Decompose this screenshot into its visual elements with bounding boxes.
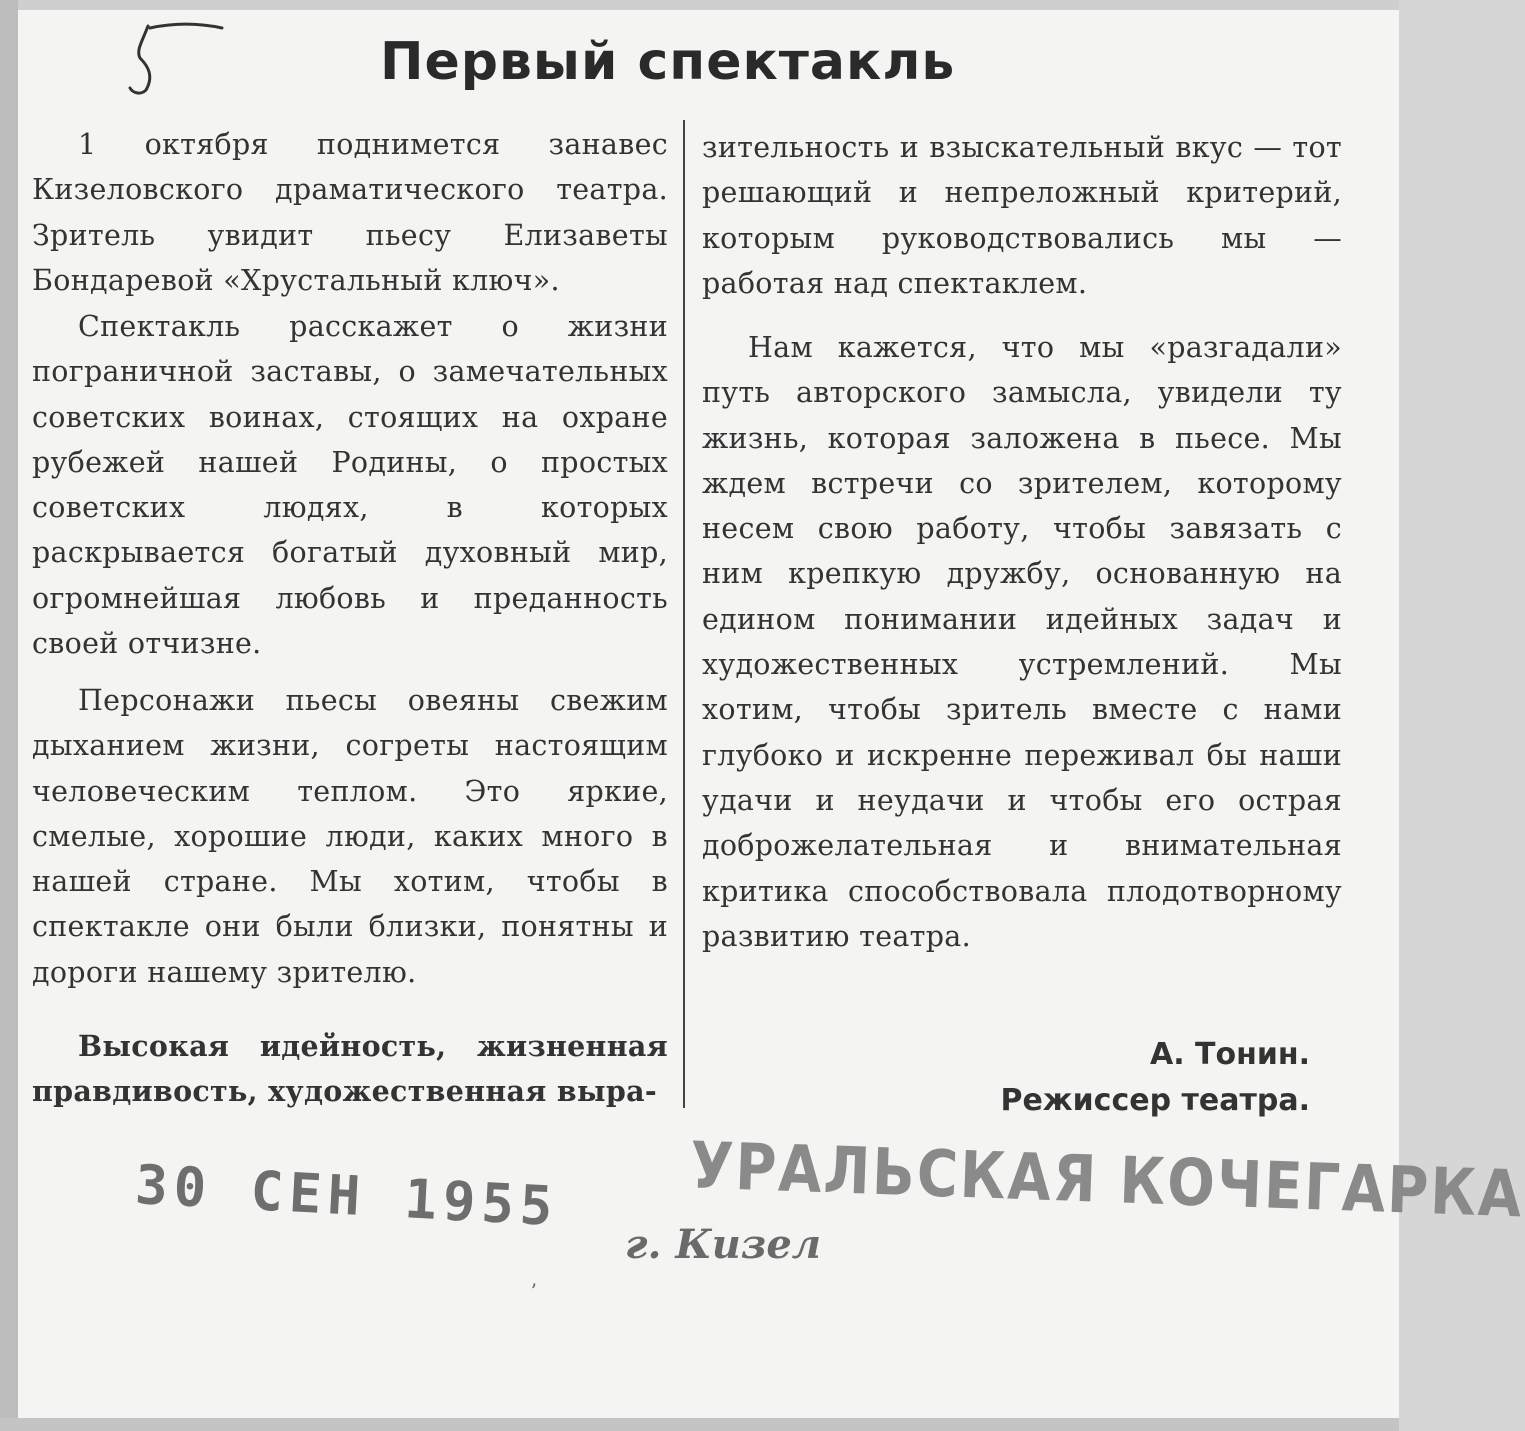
article-column-right [702, 125, 1342, 959]
date-stamp: 30 СЕН 1955 [133, 1153, 560, 1239]
author-signature-name: А. Тонин. [1149, 1037, 1310, 1072]
city-stamp: г. Кизел [625, 1221, 822, 1268]
paragraph: 1 октября поднимется занавес Кизеловского драматического театра. Зритель увидит пьесу Елизаветы Бондаревой «Хрустальный ключ». [32, 128, 668, 297]
newspaper-name-stamp: УРАЛЬСКАЯ КОЧЕГАРКА [688, 1128, 1525, 1233]
scan-border-left [0, 0, 18, 1431]
ink-speck: ʼ [530, 1279, 537, 1303]
paragraph: зительность и взыскательный вкус — тот решающий и непреложный критерий, которым руководствовались мы — работая над спектаклем. [702, 131, 1342, 300]
paragraph: Спектакль расскажет о жизни пограничной заставы, о замечательных советских воинах, стоящих на охране рубежей нашей Родины, о простых советских людях, в которых раскрывается богатый духовный мир, огромнейшая любовь и преданность своей отчизне. [32, 310, 668, 661]
paragraph: Нам кажется, что мы «разгадали» путь авторского замысла, увидели ту жизнь, которая заложена в пьесе. Мы ждем встречи со зрителем, которому несем свою работу, чтобы завязать с ним крепкую дружбу, основанную на едином понимании идейных задач и художественных устремлений. Мы хотим, чтобы зритель вместе с нами глубоко и искренне переживал бы наши удачи и неудачи и чтобы его острая доброжелательная и внимательная критика способствовала плодотворному развитию театра. [702, 331, 1342, 953]
column-divider [683, 120, 685, 1108]
paragraph: Высокая идейность, жизненная правдивость, художественная выра- [32, 1029, 668, 1109]
article-title: Первый спектакль [380, 32, 956, 92]
pencil-number-mark [118, 18, 228, 98]
scan-border-bottom [0, 1418, 1399, 1431]
paragraph: Персонажи пьесы овеяны свежим дыханием жизни, согреты настоящим человеческим теплом. Это яркие, смелые, хорошие люди, каких много в нашей стране. Мы хотим, чтобы в спектакле они были близки, понятны и дороги нашему зрителю. [32, 684, 668, 989]
scan-border-top [0, 0, 1399, 10]
author-signature-role: Режиссер театра. [1000, 1083, 1310, 1118]
article-column-left [32, 122, 668, 1115]
